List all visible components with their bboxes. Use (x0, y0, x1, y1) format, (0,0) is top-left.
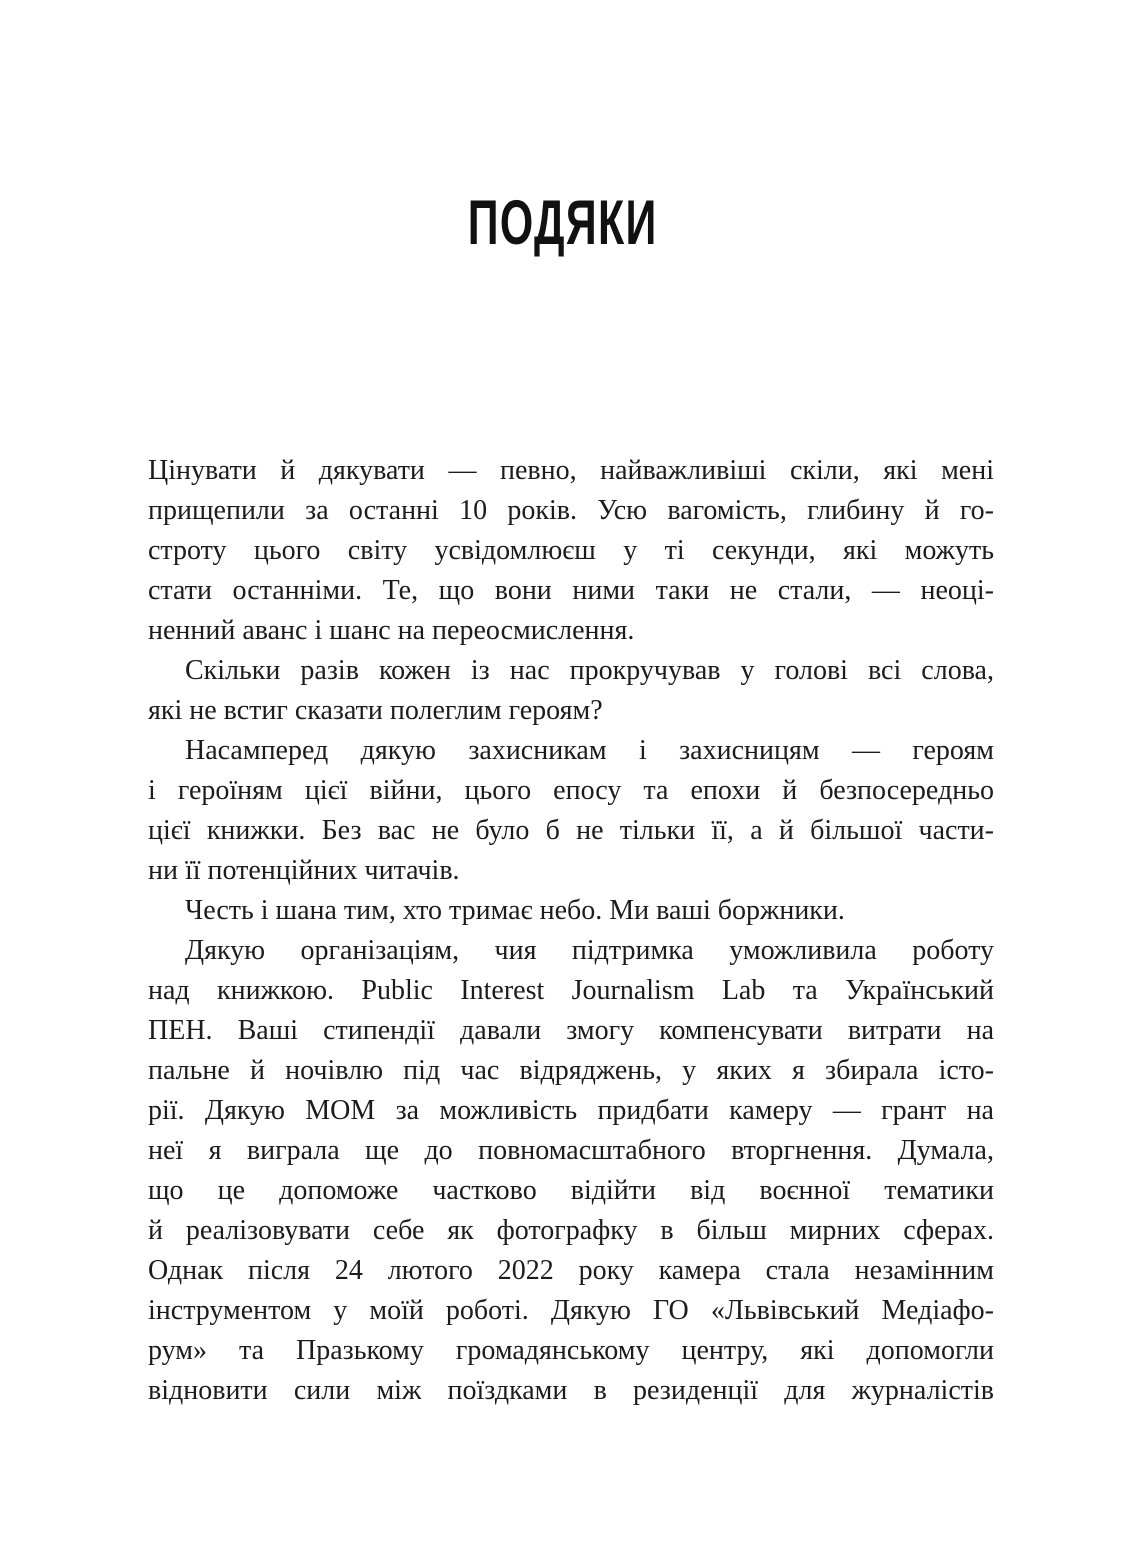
paragraph (148, 651, 994, 731)
text-line: ненний аванс і шанс на переосмислення. (148, 615, 635, 646)
paragraph (148, 931, 994, 1411)
chapter-title (0, 188, 1126, 258)
text-line: Однак після 24 лютого 2022 року камера стала незамінним (148, 1255, 994, 1286)
paragraph (148, 451, 994, 651)
text-line: рум» та Празькому громадянському центру, які допомогли (148, 1335, 994, 1366)
text-line: ни її потенційних читачів. (148, 855, 460, 886)
text-line: ПЕН. Ваші стипендії давали змогу компенсувати витрати на (148, 1015, 994, 1046)
text-line: які не встиг сказати полеглим героям? (148, 695, 603, 726)
text-line: строту цього світу усвідомлюєш у ті секунди, які можуть (148, 535, 994, 566)
text-line: пальне й ночівлю під час відряджень, у яких я збирала істо- (148, 1055, 994, 1086)
text-line: стати останніми. Те, що вони ними таки не стали, — неоці- (148, 575, 994, 606)
text-line: рії. Дякую МОМ за можливість придбати камеру — грант на (148, 1095, 994, 1126)
text-line: Дякую організаціям, чия підтримка уможливила роботу (185, 935, 994, 966)
text-line: над книжкою. Public Interest Journalism Lab та Український (148, 975, 994, 1006)
chapter-title-text: ПОДЯКИ (468, 188, 658, 258)
text-line: неї я виграла ще до повномасштабного вторгнення. Думала, (148, 1135, 994, 1166)
paragraph (148, 891, 994, 931)
text-line: що це допоможе частково відійти від воєнної тематики (148, 1175, 994, 1206)
body-text (148, 451, 994, 1411)
text-line: й реалізовувати себе як фотографку в більш мирних сферах. (148, 1215, 994, 1246)
text-line: цієї книжки. Без вас не було б не тільки її, а й більшої части- (148, 815, 994, 846)
text-line: відновити сили між поїздками в резиденції для журналістів (148, 1375, 994, 1406)
text-line: прищепили за останні 10 років. Усю вагомість, глибину й го- (148, 495, 994, 526)
text-line: Насамперед дякую захисникам і захисницям — героям (185, 735, 994, 766)
text-line: інструментом у моїй роботі. Дякую ГО «Львівський Медіафо- (148, 1295, 994, 1326)
text-line: Цінувати й дякувати — певно, найважливіші скіли, які мені (148, 455, 994, 486)
paragraph (148, 731, 994, 891)
text-line: Скільки разів кожен із нас прокручував у голові всі слова, (185, 655, 994, 686)
text-line: і героїням цієї війни, цього епосу та епохи й безпосередньо (148, 775, 994, 806)
text-line: Честь і шана тим, хто тримає небо. Ми ваші боржники. (185, 895, 845, 926)
